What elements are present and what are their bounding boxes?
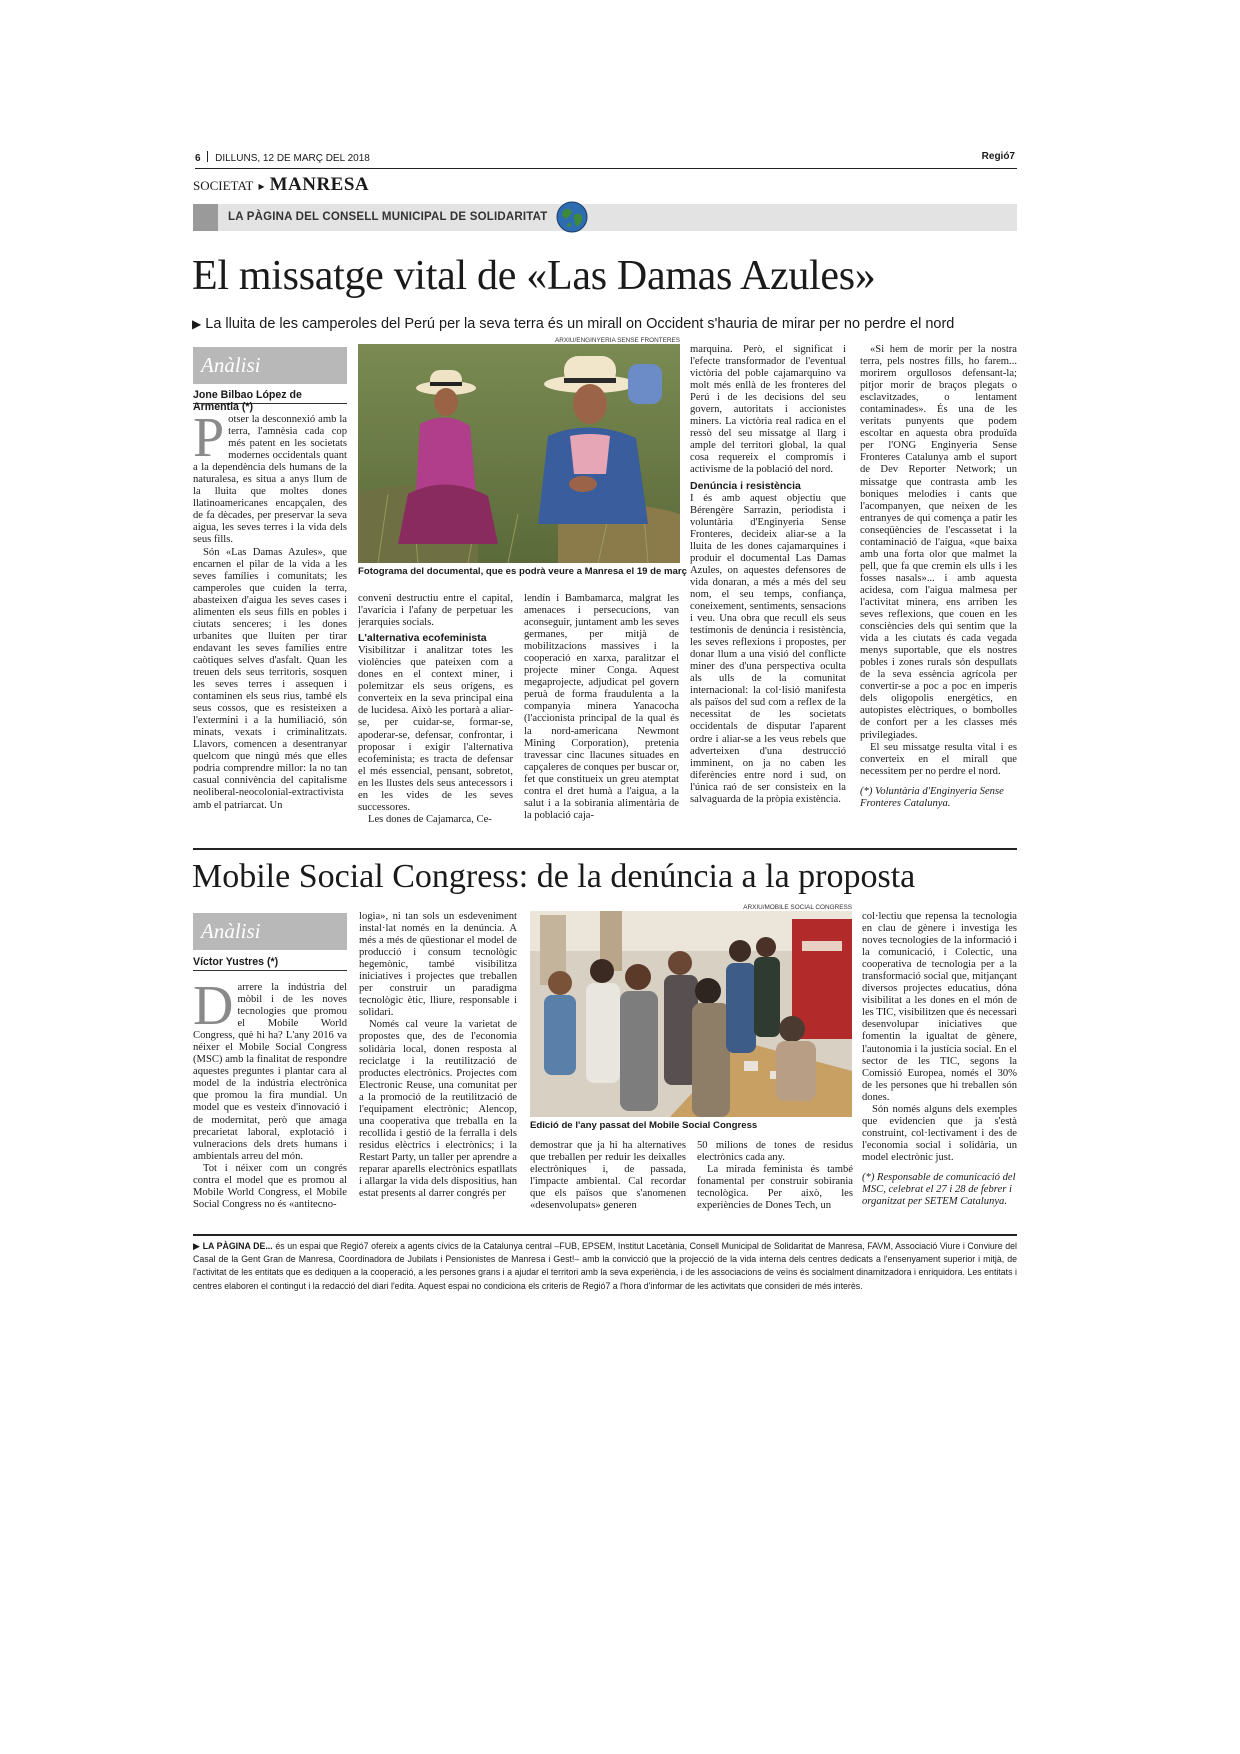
article2-column-3	[530, 1140, 686, 1226]
banner-block	[193, 204, 218, 231]
banner-title: LA PÀGINA DEL CONSELL MUNICIPAL DE SOLIDARITAT	[228, 211, 548, 223]
photo1-credit: ARXIU/ENGINYERIA SENSE FRONTERES	[555, 337, 680, 344]
documentary-photo	[358, 344, 680, 563]
article1-column-5	[860, 344, 1017, 841]
footer-text: és un espai que Regió7 ofereix a agents cívics de la Catalunya central –FUB, EPSEM, Institut Lacetània, Consell Municipal de Solidaritat de Manresa, FAVM, Associació Viure i Conviure del Casal de la Gent Gran de Manresa, Coordinadora de Jubilats i Pensionistes de Manresa i Gest!– amb la convicció que la projecció de la vida interna dels centres dedicats a l'ensenyament superior i mitjà, de l'activitat de les entitats que es dediquen a la cooperació, a les persones grans i a ajudar el territori amb la seva experiència, i de les associacions de veïns és socialment dinamitzadora i enriquidora. Les entitats i centres elaboren el contingut i la redacció del diari l'edita. Aquest espai no condiciona els criteris de Regió7 a l'hora d'informar de les activitats que consideri de més interès.	[193, 1241, 1017, 1291]
article1-col2-heading: L'alternativa ecofeminista	[358, 632, 487, 645]
article1-col2-paragraph: Les dones de Cajamarca, Ce-	[368, 813, 492, 825]
header-rule	[195, 168, 1017, 169]
article2-column-5	[862, 911, 1017, 1226]
photo2-credit: ARXIU/MOBILE SOCIAL CONGRESS	[743, 904, 852, 911]
footer-rule	[193, 1234, 1017, 1236]
article2-column-2	[359, 911, 517, 1226]
photo2-caption: Edició de l'any passat del Mobile Social Congress	[530, 1120, 758, 1131]
congress-photo	[530, 911, 852, 1117]
article1-footnote: (*) Voluntària d'Enginyeria Sense Fronteres Catalunya.	[860, 785, 1004, 809]
page-date: DILLUNS, 12 DE MARÇ DEL 2018	[215, 153, 370, 164]
article1-col2-paragraph: Visibilitzar i analitzar totes les violències que pateixen com a dones en el context miner, i polemitzar els seus orígens, es converteix en la seva principal eina de lucidesa. Això les portarà a aliar-se, per cuidar-se, formar-se, apoderar-se, defensar, confrontar, i proposar i exigir l'alternativa ecofeminista; es tracta de defensar el més essencial, pensant, sobretot, en les llustes dels seus antecessors i en les vides de les seves successores.	[358, 645, 513, 813]
section-title	[193, 174, 369, 200]
analisi-label: Anàlisi	[193, 913, 347, 950]
article1-column-1	[193, 414, 347, 840]
section-arrow-icon: ▸	[258, 179, 265, 193]
article1-column-2	[358, 593, 513, 841]
article1-col5-paragraph: «Si hem de morir per la nostra terra, pels nostres fills, ho farem... morirem orgullosos defensant-la; pitjor morir de braços plegats o esclavitzades, o lentament contaminades». És una de les veritats punyents que podem escoltar en aquesta obra produïda per l'ONG Enginyeria Sense Fronteres Catalunya amb el suport de Dev Reporter Network; un missatge que contrasta amb les boniques melodies i cants que l'acompanyen, que neixen de les entranyes de qui comença a patir les conseqüències de l'escassetat i la contaminació de l'aigua, «que baixa amb una forta olor que malmet la pell, que fa que cremin els ulls i les fosses nasals»... i amb aquesta acidesa, com l'aigua malmesa per l'activitat minera, ens arriben les seves reflexions, que couen en les consciències dels qui sentim que la vida a les ciutats és cada vegada menys suportable, que els nostres pobles i zones rurals són despullats de la seva essència agrícola per convertir-se a poc a poc en imperis dels oligopolis energètics, en autopistes elèctriques, o bombolles de confort per a les classes més privilegiades.	[860, 344, 1017, 741]
article2-col5-paragraph: Són només alguns dels exemples que evidencien que ja s'està construint, col·lectivament i des de l'economia social i solidària, un model electrònic just.	[862, 1103, 1017, 1163]
article1-subhead	[192, 316, 1022, 332]
globe-icon	[556, 201, 588, 233]
photo1-caption: Fotograma del documental, que es podrà veure a Manresa el 19 de març	[358, 566, 687, 577]
banner	[193, 204, 1017, 231]
article1-col2-paragraph: conveni destructiu entre el capital, l'avarícia i l'afany de perpetuar les jerarquies socials.	[358, 593, 513, 629]
article2-headline: Mobile Social Congress: de la denúncia a la proposta	[192, 858, 916, 895]
footer-lead: LA PÀGINA DE...	[202, 1241, 273, 1251]
article2-footnote: (*) Responsable de comunicació del MSC, celebrat el 27 i 28 de febrer i organitzat per SETEM Catalunya.	[862, 1171, 1016, 1208]
article1-col3-paragraph: lendín i Bambamarca, malgrat les amenaces i persecucions, van aconseguir, juntament amb les seves germanes, per mitjà de mobilitzacions massives i la cooperació en xarxa, paralitzar el projecte miner Conga. Aquest megaprojecte, adjudicat pel govern peruà de forma fraudulenta a la companyia minera Yanacocha (l'accionista principal de la qual és la nord-americana Newmont Mining Corporation), pretenia travessar cinc llacunes situades en capçaleres de conques per buscar or, fet que constitueix un greu atemptat contra el dret humà a l'aigua, a la salut i a la sobirania alimentària de la població caja-	[524, 593, 679, 821]
article2-column-1	[193, 982, 347, 1226]
paper-name: Regió7	[981, 151, 1015, 162]
article2-col1-paragraph: arrere la indústria del mòbil i de les noves tecnologies que promou el Mobile World Congress, què hi ha? L'any 2016 va néixer el Mobile Social Congress (MSC) amb la finalitat de respondre aquestes preguntes i plantar cara al model de la indústria electrònica que promou la fira mundial. Un model que es vesteix d'innovació i de modernitat, però que amaga precarietat laboral, explotació i vulneracions dels drets humans i ambientals arreu del món.	[193, 982, 347, 1162]
article1-col4-heading: Denúncia i resistència	[690, 479, 801, 492]
article2-column-4	[697, 1140, 853, 1226]
article1-col1-paragraph: otser la desconnexió amb la terra, l'amnèsia cada cop més patent en les societats modernes occidentals quant a la dependència dels humans de la naturalesa, es situa a anys llum de la lluita que moltes dones llatinoamericanes encapçalen, des de fa dècades, per preservar la seva aigua, les seves terres i la vida dels seus fills.	[193, 414, 347, 546]
article-divider	[193, 848, 1017, 850]
article1-col4-paragraph: marquina. Però, el significat i l'efecte transformador de l'eventual victòria del poble cajamarquino va molt més enllà de les fronteres del Perú i de les decisions del seu govern, autoritats i accionistes miners. La victòria real radica en el ressò del seu missatge al llarg i ample del territori global, la qual cosa requereix el compromís i activisme de la població del nord.	[690, 344, 846, 476]
article2-col5-paragraph: col·lectiu que repensa la tecnologia en clau de gènere i investiga les noves tecnologies de la informació i la comunicació, i Colectic, una cooperativa de tecnologia per a la transformació social que, mitjançant diversos projectes educatius, dóna visibilitat a les dones en el món de les TIC, visibilitzen que és necessari desenvolupar iniciatives que fomentin la igualtat de gènere, l'autonomia i la justícia social. En el sector de les TIC, segons la Comissió Europea, només el 30% de les persones que hi treballen són dones.	[862, 911, 1017, 1103]
article1-col1-paragraph: Són «Las Damas Azules», que encarnen el pilar de la vida a les seves famílies i comunitats; les camperoles que cuiden la terra, abasteixen d'aigua les seves cases i alimenten els seus fills en pobles i ciutats senceres; i les dones urbanites que lluiten per tirar endavant les seves famílies entre caòtiques selves d'asfalt. Quan les treuen dels seus territoris, sosquen les seves terres i assequen i contaminen els seus rius, també els seus cossos, que es resisteixen a l'extermini i a la humiliació, són minats, vexats i criminalitzats. Llavors, comencen a desentranyar quelcom que ningú més que elles podria comprendre millor: la no tan casual connivència del capitalisme neoliberal-neocolonial-extractivista amb el patriarcat. Un	[193, 546, 347, 811]
article2-col4-paragraph: 50 milions de tones de residus electrònics cada any.	[697, 1140, 853, 1164]
subhead-text: La lluita de les camperoles del Perú per la seva terra és un mirall on Occident s'hauria de mirar per no perdre el nord	[205, 316, 955, 332]
article2-col4-paragraph: La mirada feminista és també fonamental per construir sobirania tecnològica. Per això, les experiències de Dones Tech, un	[697, 1164, 853, 1212]
article2-col2-paragraph: Només cal veure la varietat de propostes que, des de l'economia solidària local, donen resposta al reciclatge i la reutilització de productes electrònics. Projectes com Electronic Reuse, una comunitat per a la promoció de la reutilització de l'equipament electrònic; Alencop, una cooperativa que treballa en la recollida i gestió de la ferralla i dels residus elèctrics i electrònics; i la Restart Party, un taller per aprendre a reparar aparells electrònics espatllats i allargar la vida dels dispositius, han estat presents al darrer congrés per	[359, 1019, 517, 1200]
subhead-arrow-icon: ▶	[192, 317, 202, 331]
article1-column-3	[524, 593, 679, 841]
article1-column-4	[690, 344, 846, 841]
article1-author: Jone Bilbao López de Armentia (*)	[193, 389, 347, 404]
article2-col1-paragraph: Tot i néixer com un congrés contra el model que es promou al Mobile World Congress, el Mobile Social Congress no és «antitecno-	[193, 1162, 347, 1210]
page-header	[195, 151, 1015, 167]
article1-col5-paragraph: El seu missatge resulta vital i es converteix en el mirall que necessitem per no perdre el nord.	[860, 741, 1017, 777]
analisi-label: Anàlisi	[193, 347, 347, 384]
article1-col4-paragraph: I és amb aquest objectiu que Bérengère Sarrazin, periodista i voluntària d'Enginyeria Sense Fronteres, decideix aliar-se a la lluita de les dones cajamarquines i produir el documental Las Damas Azules, on aquestes defensores de vida donaran, a més a més del seu nom, el seu temps, confiança, coneixement, sentiments, sensacions i veu. Una obra que recull els seus testimonis de denúncia i resistència, les seves reflexions i propostes, per donar llum a una visió del conflicte miner des d'una perspectiva oculta als ulls de la comunitat internacional: la col·lisió manifesta als països del sud com a reflex de la necessitat de les societats occidentals de disputar l'aparent ordre i aliar-se a les veus rebels que adverteixen d'una destrucció imminent, on ja no caben les diferències entre nord i sud, on l'única raó de ser consisteix en la salvaguarda de la pròpia existència.	[690, 492, 846, 805]
article2-dropcap: D	[193, 982, 234, 1037]
article2-author: Víctor Yustres (*)	[193, 956, 347, 971]
footer-note	[193, 1240, 1017, 1293]
article2-col3-paragraph: demostrar que ja hi ha alternatives que treballen per reduir les deixalles electròniques i, de passada, l'impacte ambiental. Cal recordar que els països que s'anomenen «desenvolupats» generen	[530, 1140, 686, 1212]
article1-headline: El missatge vital de «Las Damas Azules»	[192, 253, 876, 299]
page-number: 6	[195, 153, 201, 164]
subsection-label: MANRESA	[269, 174, 370, 195]
article2-col2-paragraph: logia», ni tan sols un esdeveniment instal·lat només en la denúncia. A més a més de qüestionar el model de producció i consum tecnològic hegemònic, també visibilitza iniciatives i projectes que treballen per construir un paradigma tecnològic ètic, lliure, responsable i solidari.	[359, 911, 517, 1019]
article1-dropcap: P	[193, 414, 225, 469]
section-label: SOCIETAT	[193, 178, 254, 193]
footer-arrow-icon: ▶	[193, 1241, 200, 1251]
